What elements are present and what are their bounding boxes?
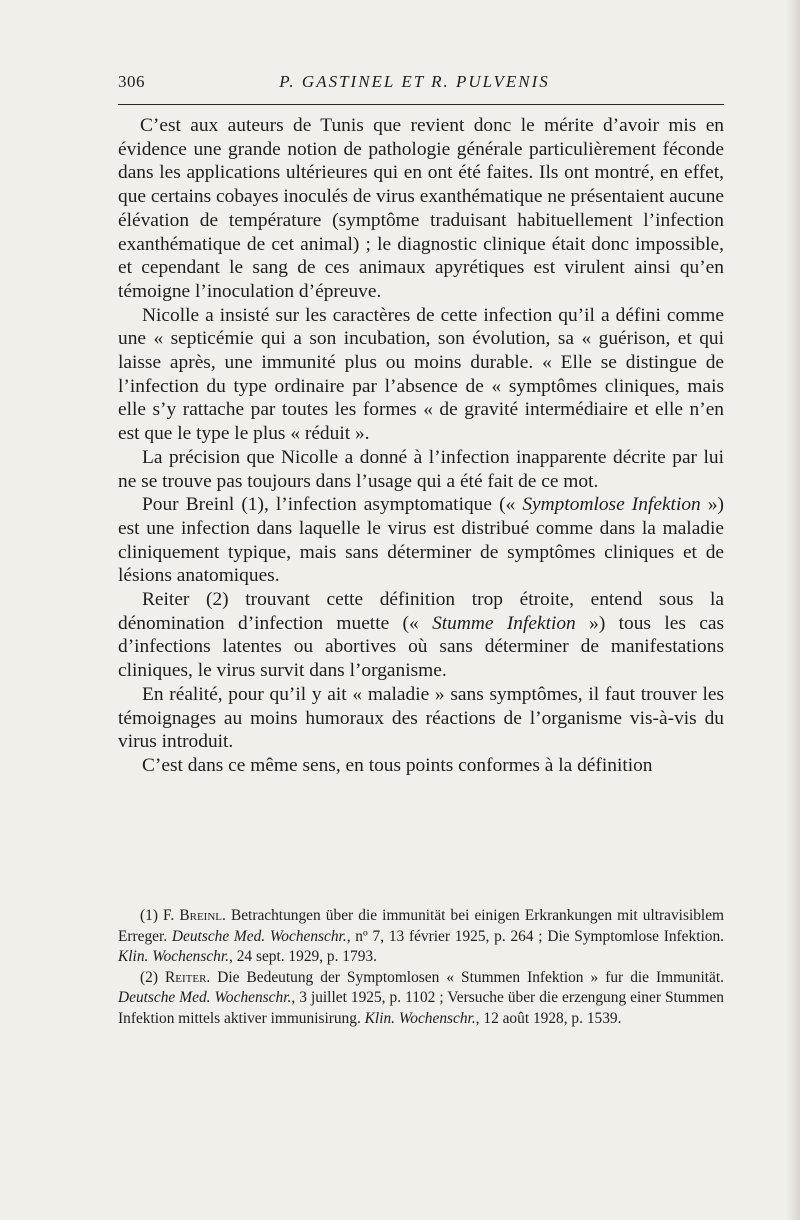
running-title: P. GASTINEL ET R. PULVENIS <box>279 72 550 91</box>
journal-title: Klin. Wochenschr. <box>364 1009 476 1027</box>
text-run: , nº 7, 13 février 1925, p. 264 ; Die Symptomlose Infektion. <box>346 927 724 945</box>
paragraph <box>118 493 724 588</box>
journal-title: Klin. Wochenschr. <box>118 948 230 965</box>
text-run: Die Bedeutung der Symptomlosen « Stummen Infektion » fur die Immunität. <box>210 968 725 986</box>
paragraph: En réalité, pour qu’il y ait « maladie » sans symptômes, il faut trouver les témoignages au moins humoraux des réactions de l’organisme vis-à-vis du virus introduit. <box>118 683 724 753</box>
footnote-author: Reiter. <box>164 968 211 986</box>
journal-title: Deutsche Med. Wochenschr. <box>118 989 292 1006</box>
footnote-marker: (1) F. <box>140 907 180 924</box>
page-header <box>118 72 724 92</box>
text-run: Betrachtungen über die immunität bei einigen Erkrankungen mit ultravisiblem Erreger. <box>118 907 724 945</box>
text-run: , 12 août 1928, p. 1539. <box>475 1009 622 1027</box>
text-run: , 3 juillet 1925, p. 1102 ; Versuche über die erzengung einer Stummen Infektion mittels aktiver immunisirung. <box>118 989 724 1027</box>
page-number: 306 <box>118 72 145 91</box>
header-rule <box>118 104 724 105</box>
main-text <box>118 114 724 778</box>
italic-term: Stumme Infektion <box>432 612 576 634</box>
footnote-author: Breinl. <box>179 907 226 924</box>
paragraph <box>118 588 724 683</box>
footnote-1 <box>118 906 724 968</box>
italic-term: Symptomlose Infektion <box>522 494 701 516</box>
page-gutter-shadow <box>786 0 800 1220</box>
paragraph: La précision que Nicolle a donné à l’infection inapparente décrite par lui ne se trouve pas toujours dans l’usage qui a été fait de ce mot. <box>118 446 724 492</box>
text-run: ») est une infection dans laquelle le virus est distribué comme dans la maladie cliniquement typique, mais sans déterminer de symptômes cliniques et de lésions anatomiques. <box>118 494 724 587</box>
text-run: ») tous les cas d’infections latentes ou abortives où sans déterminer de manifestations cliniques, le virus survit dans l’organisme. <box>118 612 724 682</box>
journal-title: Deutsche Med. Wochenschr. <box>171 927 347 945</box>
paragraph: C’est aux auteurs de Tunis que revient donc le mérite d’avoir mis en évidence une grande notion de pathologie générale particulièrement féconde dans les applications ultérieures qui en ont été faites. Ils ont montré, en effet, que certains cobayes inoculés de virus exanthématique ne présentaient aucune élévation de température (symptôme traduisant habituellement l’infection exanthématique de cet animal) ; le diagnostic clinique était donc impossible, et cependant le sang de ces animaux apyrétiques est virulent ainsi qu’en témoigne l’inoculation d’épreuve. <box>118 115 724 302</box>
footnote-marker: (2) <box>140 968 165 986</box>
text-run: Reiter (2) trouvant cette définition trop étroite, entend sous la dénomination d’infection muette (« <box>118 589 724 634</box>
text-run: Pour Breinl (1), l’infection asymptomatique (« <box>142 494 523 516</box>
footnotes <box>118 906 724 1029</box>
footnote-2 <box>118 968 724 1030</box>
paragraph: Nicolle a insisté sur les caractères de cette infection qu’il a défini comme une « septicémie qui a son incubation, son évolution, sa « guérison, et qui laisse après, une immunité plus ou moins durable. « Elle se distingue de l’infection du type ordinaire par l’absence de « symptômes cliniques, mais elle s’y rattache par toutes les formes « de gravité intermédiaire et elle n’en est que le type le plus « réduit ». <box>118 304 724 445</box>
paragraph: C’est dans ce même sens, en tous points conformes à la définition <box>142 754 653 776</box>
text-run: , 24 sept. 1929, p. 1793. <box>229 948 377 965</box>
